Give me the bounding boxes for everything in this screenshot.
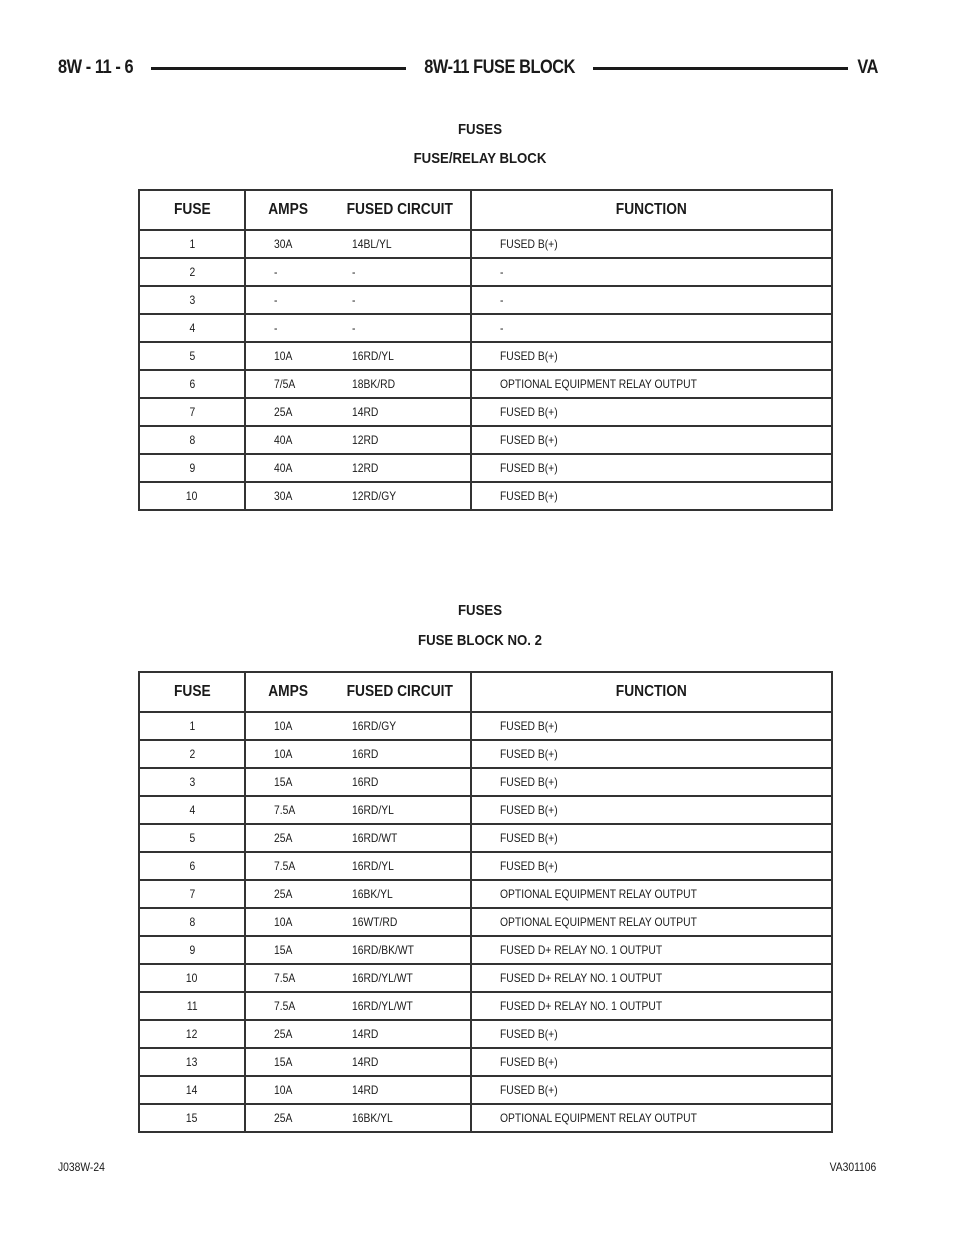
table-row: [139, 1076, 832, 1104]
column-header-fused-circuit: FUSED CIRCUIT: [330, 672, 471, 712]
cell-function: FUSED B(+): [471, 1020, 832, 1048]
cell-function: -: [471, 258, 832, 286]
cell-fused-circuit: 16RD/GY: [330, 712, 471, 740]
cell-fuse-number: 4: [139, 314, 245, 342]
fuse-block-no2-table: [138, 671, 833, 1133]
table-row: [139, 768, 832, 796]
table-row: [139, 712, 832, 740]
cell-function: FUSED B(+): [471, 768, 832, 796]
table-row: [139, 908, 832, 936]
cell-amps: 7.5A: [245, 992, 330, 1020]
cell-function: FUSED B(+): [471, 740, 832, 768]
cell-fuse-number: 12: [139, 1020, 245, 1048]
cell-fuse-number: 2: [139, 740, 245, 768]
cell-function: FUSED B(+): [471, 796, 832, 824]
table-row: [139, 370, 832, 398]
table-row: [139, 286, 832, 314]
cell-fuse-number: 1: [139, 712, 245, 740]
cell-function: OPTIONAL EQUIPMENT RELAY OUTPUT: [471, 370, 832, 398]
cell-fused-circuit: 16RD/YL/WT: [330, 964, 471, 992]
cell-fused-circuit: 16RD/YL: [330, 342, 471, 370]
cell-fuse-number: 10: [139, 482, 245, 510]
cell-fused-circuit: 16RD: [330, 740, 471, 768]
cell-amps: 7.5A: [245, 796, 330, 824]
table1-title: FUSES: [457, 121, 502, 138]
table-row: [139, 796, 832, 824]
table-row: [139, 964, 832, 992]
cell-fused-circuit: 14BL/YL: [330, 230, 471, 258]
cell-amps: 7/5A: [245, 370, 330, 398]
cell-fused-circuit: 16BK/YL: [330, 880, 471, 908]
cell-fuse-number: 8: [139, 908, 245, 936]
cell-fuse-number: 6: [139, 852, 245, 880]
table-row: [139, 454, 832, 482]
cell-fuse-number: 2: [139, 258, 245, 286]
cell-function: OPTIONAL EQUIPMENT RELAY OUTPUT: [471, 880, 832, 908]
table1-subtitle: FUSE/RELAY BLOCK: [413, 150, 547, 167]
cell-amps: 7.5A: [245, 964, 330, 992]
cell-fused-circuit: 16BK/YL: [330, 1104, 471, 1132]
cell-amps: 25A: [274, 1111, 293, 1125]
cell-amps: 25A: [245, 880, 330, 908]
table-row: [139, 992, 832, 1020]
table2-title: FUSES: [457, 602, 502, 619]
cell-fused-circuit: -: [330, 286, 471, 314]
cell-amps: 7.5A: [245, 852, 330, 880]
cell-fuse-number: 14: [139, 1076, 245, 1104]
cell-function: FUSED D+ RELAY NO. 1 OUTPUT: [471, 964, 832, 992]
section-title: 8W-11 FUSE BLOCK: [424, 57, 576, 78]
column-header-fused-circuit: FUSED CIRCUIT: [330, 190, 471, 230]
table-row: [139, 342, 832, 370]
table-row: [139, 1104, 832, 1132]
cell-fused-circuit: 12RD: [330, 426, 471, 454]
column-header-function: FUNCTION: [471, 190, 832, 230]
table-row: [139, 230, 832, 258]
table-row: [139, 824, 832, 852]
cell-function: OPTIONAL EQUIPMENT RELAY OUTPUT: [471, 908, 832, 936]
cell-fused-circuit: 16RD: [330, 768, 471, 796]
cell-amps: 15A: [245, 1048, 330, 1076]
cell-fuse-number: 5: [139, 824, 245, 852]
cell-function: FUSED B(+): [500, 489, 558, 503]
cell-fuse-number: 7: [139, 880, 245, 908]
cell-function: FUSED B(+): [471, 426, 832, 454]
cell-amps: -: [245, 286, 330, 314]
cell-amps: 10A: [245, 740, 330, 768]
cell-amps: 30A: [245, 230, 330, 258]
cell-fuse-number: 11: [139, 992, 245, 1020]
table-row: [139, 740, 832, 768]
page-header: [58, 54, 878, 82]
cell-fuse-number: 9: [139, 454, 245, 482]
cell-fuse-number: 5: [139, 342, 245, 370]
cell-fused-circuit: -: [330, 258, 471, 286]
cell-fused-circuit: 14RD: [330, 1020, 471, 1048]
cell-fuse-number: 8: [139, 426, 245, 454]
cell-amps: 25A: [245, 824, 330, 852]
fuse-relay-block-table: [138, 189, 833, 511]
cell-fused-circuit: 14RD: [330, 398, 471, 426]
cell-function: FUSED B(+): [471, 230, 832, 258]
cell-amps: 15A: [245, 768, 330, 796]
column-header-amps: AMPS: [245, 190, 330, 230]
cell-amps: 40A: [245, 454, 330, 482]
cell-function: FUSED B(+): [471, 342, 832, 370]
table-row: [139, 258, 832, 286]
cell-function: FUSED B(+): [471, 1048, 832, 1076]
header-rule-left: [151, 67, 406, 70]
model-code: VA: [857, 57, 878, 78]
cell-fused-circuit: 14RD: [330, 1076, 471, 1104]
cell-fused-circuit: 16RD/BK/WT: [330, 936, 471, 964]
cell-amps: 40A: [245, 426, 330, 454]
cell-fuse-number: 9: [139, 936, 245, 964]
cell-amps: 10A: [245, 342, 330, 370]
cell-function: FUSED B(+): [471, 454, 832, 482]
table-header-row: [139, 190, 832, 230]
cell-fuse-number: 3: [139, 286, 245, 314]
cell-fuse-number: 15: [139, 1104, 245, 1132]
cell-amps: -: [245, 314, 330, 342]
cell-fuse-number: 7: [139, 398, 245, 426]
cell-function: -: [471, 286, 832, 314]
cell-fused-circuit: 16RD/WT: [330, 824, 471, 852]
cell-fuse-number: 6: [139, 370, 245, 398]
cell-function: FUSED D+ RELAY NO. 1 OUTPUT: [471, 936, 832, 964]
table-row: [139, 426, 832, 454]
column-header-function: FUNCTION: [471, 672, 832, 712]
cell-function: OPTIONAL EQUIPMENT RELAY OUTPUT: [500, 1111, 697, 1125]
cell-amps: 25A: [245, 1020, 330, 1048]
column-header-amps: AMPS: [245, 672, 330, 712]
cell-fuse-number: 10: [139, 964, 245, 992]
table-row: [139, 880, 832, 908]
table-row: [139, 482, 832, 510]
cell-function: FUSED B(+): [471, 1076, 832, 1104]
column-header-fuse: FUSE: [139, 672, 245, 712]
cell-amps: 10A: [245, 1076, 330, 1104]
cell-fuse-number: 13: [139, 1048, 245, 1076]
cell-amps: 25A: [245, 398, 330, 426]
table-row: [139, 1020, 832, 1048]
cell-fused-circuit: 16WT/RD: [330, 908, 471, 936]
cell-amps: 10A: [245, 712, 330, 740]
page-number: 8W - 11 - 6: [58, 57, 134, 78]
cell-fused-circuit: 14RD: [330, 1048, 471, 1076]
cell-amps: 10A: [245, 908, 330, 936]
table-header-row: [139, 672, 832, 712]
table-row: [139, 852, 832, 880]
table-row: [139, 398, 832, 426]
cell-fused-circuit: 12RD: [330, 454, 471, 482]
cell-fused-circuit: 16RD/YL: [330, 852, 471, 880]
cell-fuse-number: 4: [139, 796, 245, 824]
cell-amps: 15A: [245, 936, 330, 964]
table-row: [139, 314, 832, 342]
table2-subtitle: FUSE BLOCK NO. 2: [418, 632, 542, 649]
table-row: [139, 936, 832, 964]
table-row: [139, 1048, 832, 1076]
cell-fused-circuit: -: [330, 314, 471, 342]
cell-fused-circuit: 16RD/YL: [330, 796, 471, 824]
header-rule-right: [593, 67, 848, 70]
cell-amps: -: [245, 258, 330, 286]
cell-fused-circuit: 12RD/GY: [330, 482, 471, 510]
figure-id-left: J038W-24: [58, 1160, 105, 1174]
cell-fuse-number: 3: [139, 768, 245, 796]
cell-function: FUSED B(+): [471, 712, 832, 740]
cell-fused-circuit: 16RD/YL/WT: [330, 992, 471, 1020]
column-header-fuse: FUSE: [139, 190, 245, 230]
cell-function: FUSED B(+): [471, 398, 832, 426]
cell-function: FUSED B(+): [471, 852, 832, 880]
cell-function: FUSED D+ RELAY NO. 1 OUTPUT: [471, 992, 832, 1020]
cell-fused-circuit: 18BK/RD: [330, 370, 471, 398]
cell-fuse-number: 1: [139, 230, 245, 258]
cell-function: FUSED B(+): [471, 824, 832, 852]
figure-id-right: VA301106: [829, 1160, 876, 1174]
cell-amps: 30A: [274, 489, 293, 503]
cell-function: -: [471, 314, 832, 342]
